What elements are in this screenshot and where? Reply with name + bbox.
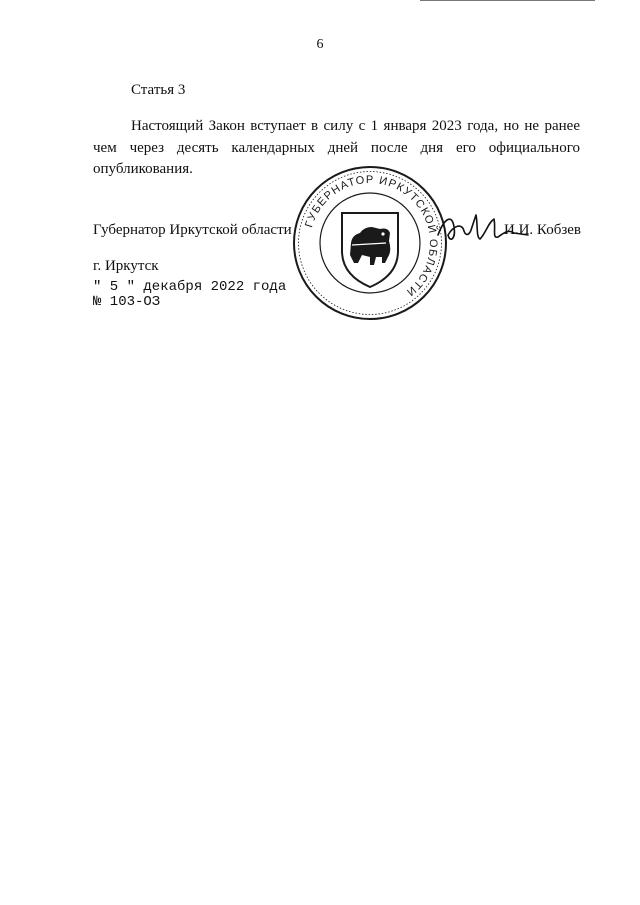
official-seal [290, 163, 450, 323]
seal-text: ГУБЕРНАТОР ИРКУТСКОЙ ОБЛАСТИ [303, 173, 440, 299]
top-divider-line [420, 0, 595, 1]
article-heading: Статья 3 [131, 82, 186, 98]
law-number: № 103-ОЗ [93, 294, 161, 310]
document-date: " 5 " декабря 2022 года [93, 279, 287, 295]
article-text: Настоящий Закон вступает в силу с 1 января 2023 года, но не ранее чем через десять календарных дней после дня его официального опубликования. [93, 118, 580, 177]
signer-title: Губернатор Иркутской области [93, 222, 292, 238]
signer-name: И.И. Кобзев [504, 222, 581, 238]
page-number: 6 [316, 37, 324, 52]
coat-of-arms-icon [342, 213, 398, 287]
city: г. Иркутск [93, 258, 159, 274]
